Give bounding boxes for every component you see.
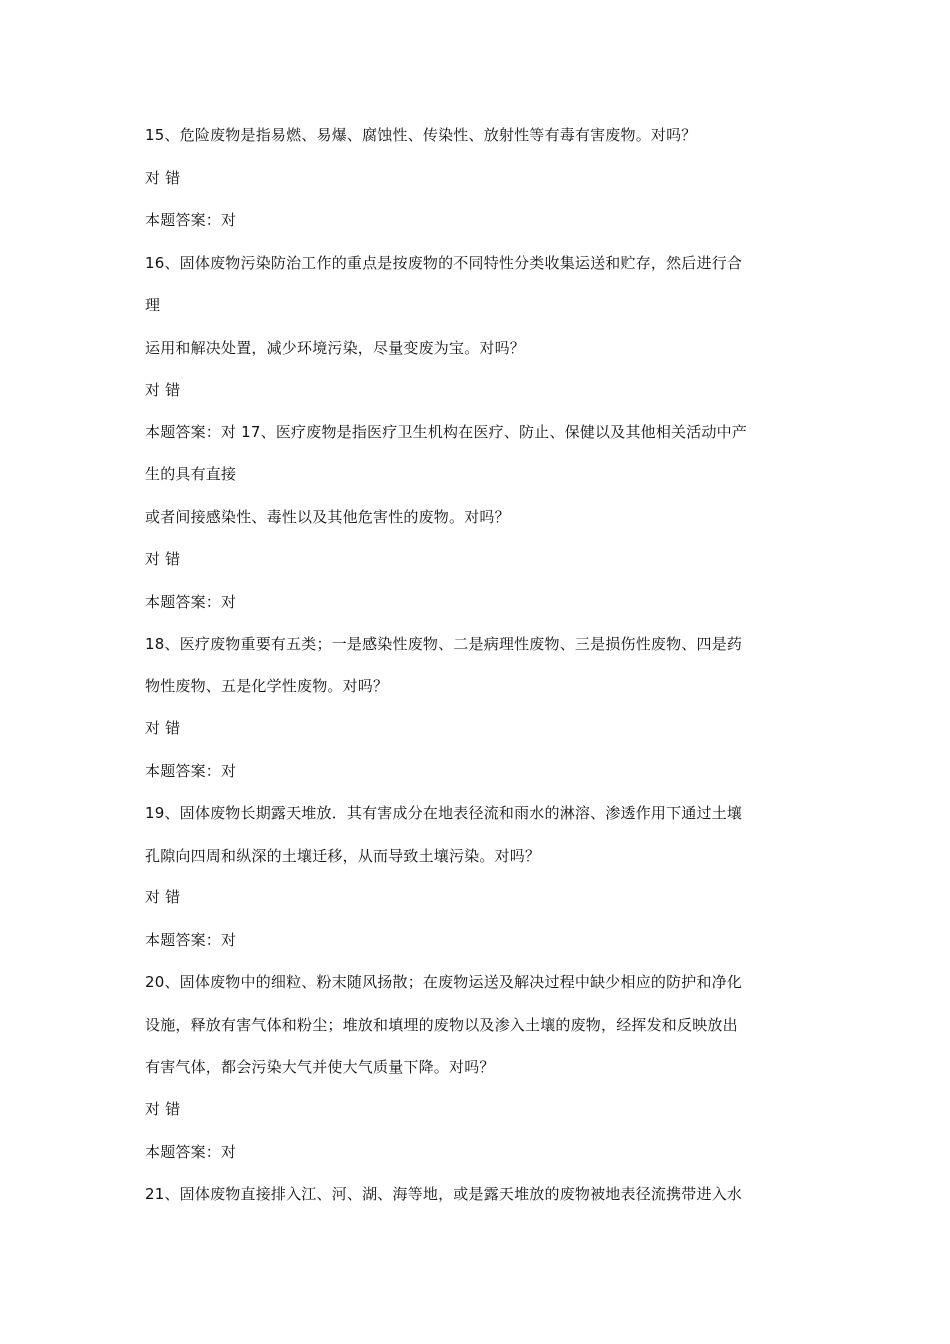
- question-17-answer: 本题答案：对: [145, 593, 237, 611]
- question-20-text-line-3: 有害气体，都会污染大气并使大气质量下降。对吗？: [145, 1058, 495, 1076]
- question-15-answer: 本题答案：对: [145, 211, 237, 229]
- question-18-options: 对 错: [145, 719, 181, 737]
- question-16-text-line-3: 运用和解决处置，减少环境污染，尽量变废为宝。对吗？: [145, 339, 526, 357]
- question-18-text-line-2: 物性废物、五是化学性废物。对吗？: [145, 677, 389, 695]
- question-18-text-line-1: 18、医疗废物重要有五类；一是感染性废物、二是病理性废物、三是损伤性废物、四是药: [145, 635, 743, 653]
- question-19-answer: 本题答案：对: [145, 931, 237, 949]
- question-16-text-line-1: 16、固体废物污染防治工作的重点是按废物的不同特性分类收集运送和贮存，然后进行合: [145, 254, 743, 272]
- question-19-text-line-1: 19、固体废物长期露天堆放．其有害成分在地表径流和雨水的淋溶、渗透作用下通过土壤: [145, 804, 743, 822]
- question-20-text-line-2: 设施，释放有害气体和粉尘；堆放和填埋的废物以及渗入土壤的废物，经挥发和反映放出: [145, 1016, 738, 1034]
- question-17-options: 对 错: [145, 550, 181, 568]
- question-20-answer: 本题答案：对: [145, 1143, 237, 1161]
- question-17-text-line-2: 生的具有直接: [145, 465, 237, 483]
- question-16-text-line-2: 理: [145, 296, 161, 314]
- question-16-options: 对 错: [145, 381, 181, 399]
- question-20-options: 对 错: [145, 1100, 181, 1118]
- question-19-options: 对 错: [145, 888, 181, 906]
- question-18-answer: 本题答案：对: [145, 762, 237, 780]
- question-15-text: 15、危险废物是指易燃、易爆、腐蚀性、传染性、放射性等有毒有害废物。对吗？: [145, 126, 697, 144]
- question-19-text-line-2: 孔隙向四周和纵深的土壤迁移，从而导致土壤污染。对吗？: [145, 847, 541, 865]
- question-17-text-line-3: 或者间接感染性、毒性以及其他危害性的废物。对吗？: [145, 508, 510, 526]
- question-21-text-line-1: 21、固体废物直接排入江、河、湖、海等地，或是露天堆放的废物被地表径流携带进入水: [145, 1185, 743, 1203]
- question-20-text-line-1: 20、固体废物中的细粒、粉末随风扬散；在废物运送及解决过程中缺少相应的防护和净化: [145, 973, 743, 991]
- question-16-answer-and-question-17-start: 本题答案：对 17、医疗废物是指医疗卫生机构在医疗、防止、保健以及其他相关活动中产: [145, 423, 748, 441]
- question-15-options: 对 错: [145, 169, 181, 187]
